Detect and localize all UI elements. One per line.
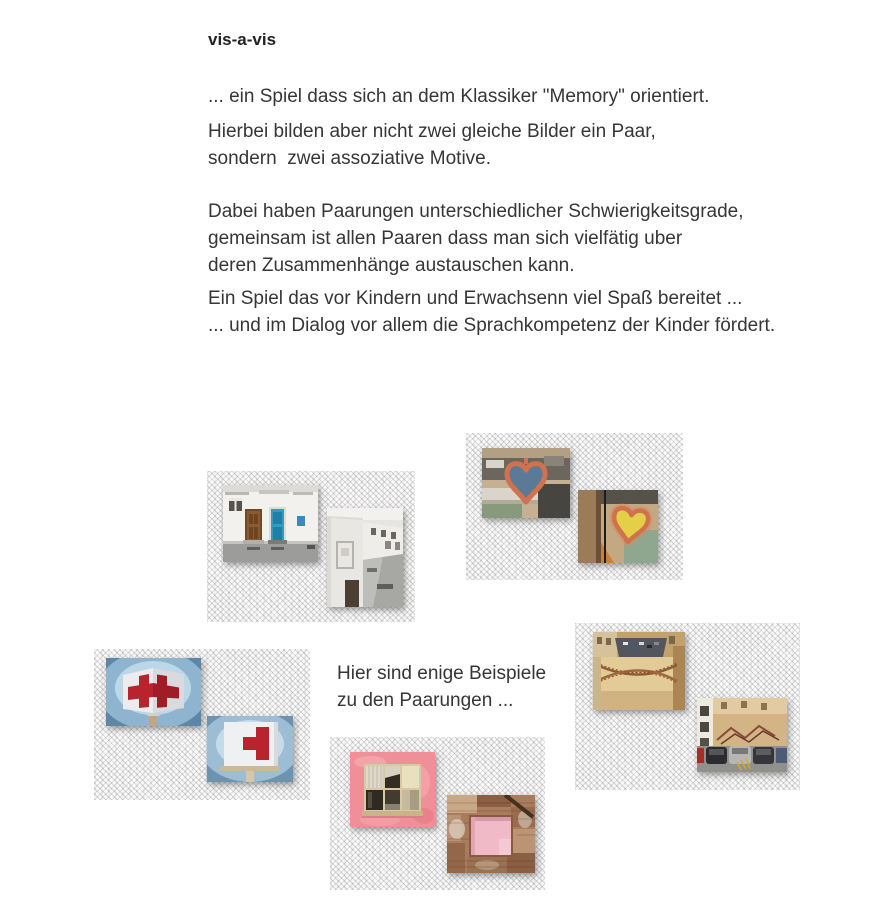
photo-blue-heart-graffiti-on-wall [482,448,570,518]
examples-caption [337,660,546,714]
text-line: Dabei haben Paarungen unterschiedlicher Schwierigkeitsgrade, [208,201,744,222]
photo-window-in-pink-wall [350,752,435,827]
photo-red-cross-cube-corner-view [106,658,201,726]
difficulty-paragraph [208,198,744,279]
text-line: Hier sind enige Beispiele [337,663,547,684]
example-pair-graffiti-hearts [466,433,683,580]
example-pair-staircases [575,623,800,790]
photo-staircase-plaza-aerial-view [593,632,685,710]
text-line: gemeinsam ist allen Paaren dass man sich vielfätig uber [208,228,683,249]
page-title: vis-a-vis [208,30,277,49]
fun-paragraph [208,285,775,339]
text-line: ... ein Spiel dass sich an dem Klassiker "Memory" orientiert. [208,86,710,107]
example-pair-doors [207,471,415,622]
photo-white-house-facade-with-brown-and-blue-doors [223,485,318,562]
pairs-paragraph [208,118,656,172]
example-pair-pink-windows [330,737,545,890]
text-line: ... und im Dialog vor allem die Sprachkompetenz der Kinder fördert. [208,315,776,336]
intro-paragraph [208,83,709,110]
photo-yellow-heart-graffiti-on-wall [578,490,658,563]
text-line: zu den Paarungen ... [337,690,514,711]
photo-narrow-white-alley-street [327,508,403,607]
text-line: deren Zusammenhänge austauschen kann. [208,255,575,276]
text-line: Hierbei bilden aber nicht zwei gleiche Bilder ein Paar, [208,121,656,142]
example-pair-red-cross-signs [94,649,310,800]
photo-red-cross-cube-side-view [207,716,293,782]
photo-pink-filled-window-in-brick-wall [447,795,535,873]
text-line: Ein Spiel das vor Kindern und Erwachsenn viel Spaß bereitet ... [208,288,743,309]
photo-staircase-street-view-with-cars [697,698,787,772]
text-line: sondern zwei assoziative Motive. [208,148,492,169]
